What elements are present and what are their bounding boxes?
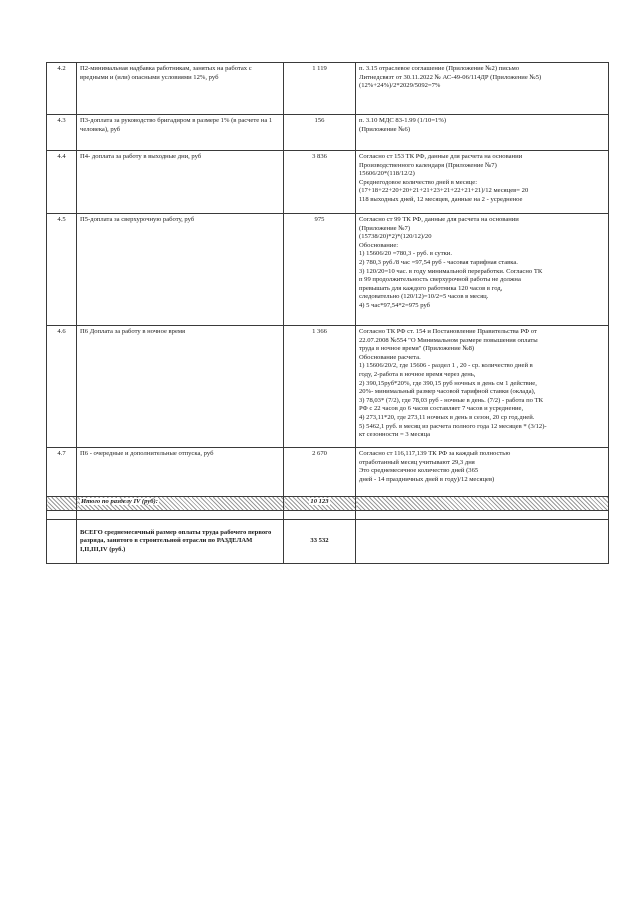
- basis-line: Литнедсвязт от 30.11.2022 № АС-49-06/114ДР (Приложение №5): [359, 73, 542, 81]
- row-value: 1 366: [284, 326, 356, 448]
- grand-total-label: ВСЕГО среднемесячный размер оплаты труда рабочего первого разряда, занятого в строительной отрасли по РАЗДЕЛАМ I,II,III,IV (руб.): [77, 520, 284, 564]
- row-number: 4.4: [47, 151, 77, 214]
- subtotal-value: 10 123: [310, 498, 329, 505]
- table-row: [47, 448, 609, 497]
- row-title: П2-минимальная надбавка работникам, занятых на работах с вредными и (или) опасными условиями 12%, руб: [77, 63, 284, 115]
- table-row: [47, 115, 609, 151]
- subtotal-number-cell: [47, 497, 77, 511]
- basis-line: труда в ночное время" (Приложение №8): [359, 345, 475, 353]
- basis-line: следовательно (120/12)=10/2=5 часов в месяц.: [359, 293, 489, 301]
- basis-line: отработанный месяц учитывают 29,3 дня: [359, 458, 475, 466]
- basis-line: году, 2-работа в ночное время через день,: [359, 370, 476, 378]
- table-row: [47, 151, 609, 214]
- basis-line: 22.07.2008 №554 "О Минимальном размере повышения оплаты: [359, 336, 538, 344]
- basis-line: Это среднемесячное количество дней (365: [359, 467, 479, 475]
- basis-line: (17+18+22+20+20+21+21+23+21+22+21+21)/12 месяцев= 20: [359, 187, 529, 195]
- row-title: П5-доплата за сверхурочную работу, руб: [77, 214, 284, 326]
- row-title: П6 - очередные и дополнительные отпуска, руб: [77, 448, 284, 497]
- basis-line: (Приложение №7): [359, 224, 411, 232]
- row-number: 4.3: [47, 115, 77, 151]
- basis-line: 15606/20*(118/12/2): [359, 170, 415, 178]
- basis-line: 2) 390,15руб*20%, где 390,15 руб ночных в день см 1 действие,: [359, 379, 537, 387]
- basis-line: п. 3.10 МДС 83-1.99 (1/10=1%): [359, 117, 447, 124]
- total-number-cell: [47, 520, 77, 564]
- basis-line: 3) 120/20=10 час. в году минимальной переработки. Согласно ТК: [359, 267, 543, 275]
- basis-line: 1) 15606/20/2, где 15606 - раздел 1 , 20 - ср. количество дней в: [359, 362, 533, 370]
- row-number: 4.2: [47, 63, 77, 115]
- table-row: [47, 63, 609, 115]
- basis-line: Среднегодовое количество дней в месяце:: [359, 178, 478, 186]
- row-basis: [356, 115, 609, 151]
- row-basis: [356, 214, 609, 326]
- wage-calculation-table: [46, 62, 609, 564]
- basis-line: дней - 14 праздничных дней в году)/12 месяцев): [359, 475, 495, 483]
- basis-line: 4) 273,11*20, где 273,11 ночных в день в сезон, 20 ср год.дней.: [359, 413, 535, 421]
- subtotal-value-cell: [284, 497, 356, 511]
- basis-line: Производственного календаря (Приложение №7): [359, 161, 497, 169]
- section-subtotal-row: [47, 497, 609, 511]
- row-basis: [356, 63, 609, 115]
- subtotal-label: Итого по разделу IV (руб):: [81, 498, 158, 505]
- row-value: 3 836: [284, 151, 356, 214]
- basis-line: 3) 78,03* (7/2), где 78,03 руб - ночные в день. (7/2) - работа по ТК: [359, 396, 544, 404]
- row-number: 4.7: [47, 448, 77, 497]
- basis-line: РФ с 22 часов до 6 часов составляет 7 часов и усреднение,: [359, 405, 524, 413]
- basis-line: 20%- минимальный размер часовой тарифной ставки (оклада),: [359, 388, 536, 396]
- basis-line: 2) 780,3 руб./8 час =97,54 руб - часовая тарифная ставка.: [359, 258, 518, 266]
- row-value: 975: [284, 214, 356, 326]
- basis-line: Согласно ст 153 ТК РФ, данные для расчета на основании: [359, 153, 523, 160]
- basis-line: (15738/20)*2)*(120/12)/20: [359, 233, 432, 241]
- row-title: П6 Доплата за работу в ночное время: [77, 326, 284, 448]
- grand-total-value: 33 532: [284, 520, 356, 564]
- row-number: 4.6: [47, 326, 77, 448]
- row-number: 4.5: [47, 214, 77, 326]
- basis-line: 5) 5462,1 руб. в месяц из расчета полного года 12 месяцев * (3/12)-: [359, 422, 547, 430]
- subtotal-label-cell: [77, 497, 284, 511]
- total-basis-cell: [356, 520, 609, 564]
- basis-line: Согласно ТК РФ ст. 154 и Постановление Правительства РФ от: [359, 328, 537, 335]
- row-title: П4- доплата за работу в выходные дни, руб: [77, 151, 284, 214]
- row-title: П3-доплата за руководство бригадиром в размере 1% (в расчете на 1 человека), руб: [77, 115, 284, 151]
- basis-line: (12%+24%)/2*2029/5092=7%: [359, 82, 441, 90]
- row-basis: [356, 151, 609, 214]
- basis-line: Согласно ст 99 ТК РФ, данные для расчета на основании: [359, 216, 519, 223]
- basis-line: превышать для каждого работника 120 часов в год,: [359, 284, 503, 292]
- grand-total-row: [47, 520, 609, 564]
- basis-line: кт сезонности = 3 месяца: [359, 431, 431, 439]
- basis-line: 118 выходных дней, 12 месяцев, данные на 2 - усредненое: [359, 195, 523, 203]
- basis-line: Согласно ст 116,117,139 ТК РФ за каждый полностью: [359, 450, 511, 457]
- row-value: 2 670: [284, 448, 356, 497]
- basis-line: Обоснование:: [359, 241, 399, 249]
- table-row: [47, 326, 609, 448]
- row-basis: [356, 448, 609, 497]
- table-row: [47, 214, 609, 326]
- row-value: 1 119: [284, 63, 356, 115]
- basis-line: (Приложение №6): [359, 125, 411, 133]
- row-value: 156: [284, 115, 356, 151]
- row-basis: [356, 326, 609, 448]
- spacer-row: [47, 511, 609, 520]
- subtotal-basis-cell: [356, 497, 609, 511]
- basis-line: п 99 продолжительность сверхурочной работы не должна: [359, 276, 521, 284]
- basis-line: п. 3.15 отраслевое соглашение (Приложение №2) письмо: [359, 65, 520, 72]
- basis-line: 1) 15606/20 =780,3 - руб. в сутки.: [359, 250, 452, 258]
- basis-line: 4) 5 час*97,54*2=975 руб: [359, 301, 431, 309]
- basis-line: Обоснование расчета.: [359, 353, 421, 361]
